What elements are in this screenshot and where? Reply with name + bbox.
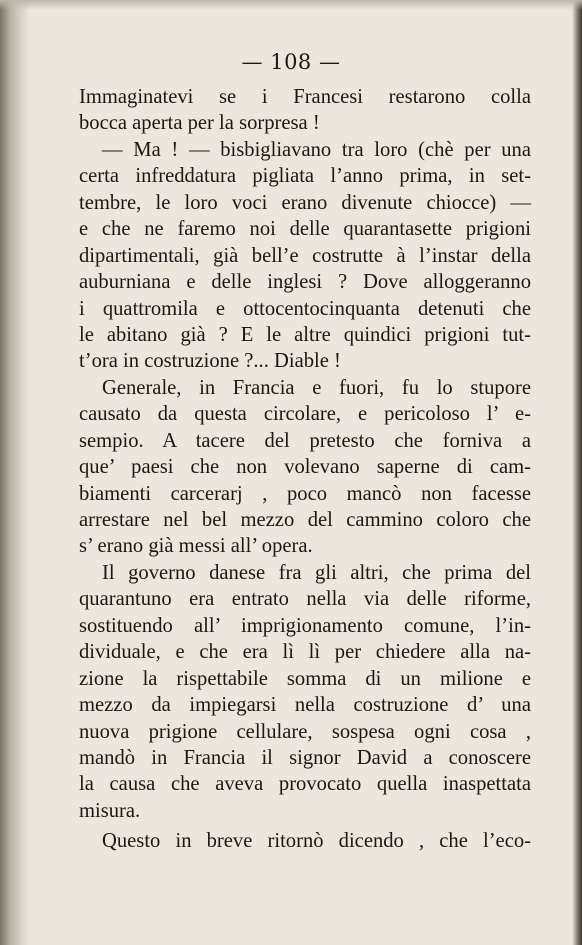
text-line: Il governo danese fra gli altri, che prima del xyxy=(102,561,531,584)
text-line: sostituendo all’ imprigionamento comune, l’in- xyxy=(79,614,531,637)
text-line: la causa che aveva provocato quella inaspettata xyxy=(79,773,531,796)
page-number: — 108 — xyxy=(241,50,341,74)
text-line: causato da questa circolare, e pericoloso l’ e- xyxy=(79,403,531,426)
text-line: bocca aperta per la sorpresa ! xyxy=(79,112,320,135)
text-line: mandò in Francia il signor David a conoscere xyxy=(79,746,531,769)
text-line: le abitano già ? E le altre quindici prigioni tut- xyxy=(79,323,531,346)
text-line: mezzo da impiegarsi nella costruzione d’ una xyxy=(79,694,531,717)
text-line: quarantuno era entrato nella via delle riforme, xyxy=(79,588,531,611)
text-line: Immaginatevi se i Francesi restarono colla xyxy=(79,86,531,108)
text-line: misura. xyxy=(79,799,141,822)
text-line: Generale, in Francia e fuori, fu lo stupore xyxy=(102,376,531,399)
text-line: tembre, le loro voci erano divenute chiocce) — xyxy=(79,191,531,214)
text-line: certa infreddatura pigliata l’anno prima, in set- xyxy=(79,165,531,188)
text-line: arrestare nel bel mezzo del cammino coloro che xyxy=(79,509,531,531)
page-edge-shadow xyxy=(572,0,582,945)
text-line: Questo in breve ritornò dicendo , che l’eco- xyxy=(102,830,531,853)
text-line: sempio. A tacere del pretesto che forniva a xyxy=(79,429,531,452)
text-line: zione la rispettabile somma di un milione e xyxy=(79,667,531,690)
text-line: s’ erano già messi all’ opera. xyxy=(79,535,313,558)
text-line: dividuale, e che era lì lì per chiedere alla na- xyxy=(79,641,531,664)
text-line: i quattromila e ottocentocinquanta detenuti che xyxy=(79,297,531,320)
text-line: auburniana e delle inglesi ? Dove alloggeranno xyxy=(79,271,531,294)
page-binding-shadow xyxy=(0,0,30,945)
text-line: e che ne faremo noi delle quarantasette prigioni xyxy=(79,218,531,241)
text-line: nuova prigione cellulare, sospesa ogni cosa , xyxy=(79,720,531,743)
page-top-shadow xyxy=(0,0,582,10)
text-line: t’ora in costruzione ?... Diable ! xyxy=(79,350,341,373)
body-text xyxy=(79,84,531,855)
text-line: biamenti carcerarj , poco mancò non facesse xyxy=(79,482,531,505)
text-line: que’ paesi che non volevano saperne di cam- xyxy=(79,456,531,479)
text-line: — Ma ! — bisbigliavano tra loro (chè per una xyxy=(102,138,531,161)
text-line: dipartimentali, già bell’e costrutte à l’instar della xyxy=(79,244,531,267)
